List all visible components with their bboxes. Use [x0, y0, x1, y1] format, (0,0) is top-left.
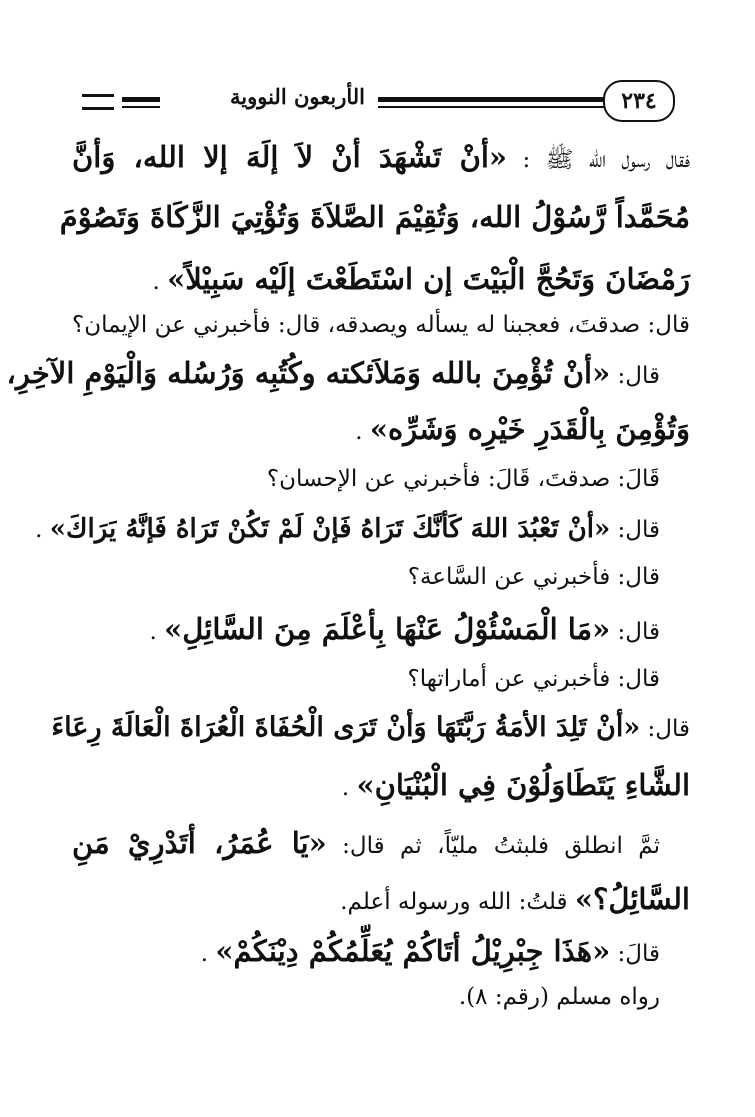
text-line — [72, 612, 690, 666]
narration-text: قال: — [610, 363, 660, 389]
header-rule-right-thin — [378, 106, 623, 108]
book-title: الأربعون النووية — [230, 84, 365, 109]
punctuation: . — [200, 941, 216, 967]
quoted-text: «أنْ تُؤْمِنَ بالله وَمَلاَئكته وكُتُبِه وَرُسُله وَالْيَوْمِ الآخِرِ، — [6, 356, 611, 390]
narration-text: قَالَ: صدقتَ، قَالَ: فأخبرني عن الإحسان؟ — [266, 466, 660, 492]
hadith-text — [6, 140, 690, 1028]
text-line — [6, 356, 690, 412]
text-line — [72, 262, 690, 312]
narration-text: قال: فأخبرني عن السَّاعة؟ — [407, 564, 660, 590]
punctuation: . — [152, 269, 168, 295]
text-line — [72, 312, 690, 356]
text-line — [51, 712, 690, 768]
text-line — [72, 412, 690, 466]
header-rule-left — [122, 97, 160, 102]
narration-text: فقال رسول الله ﷺ : — [507, 147, 690, 173]
punctuation: . — [35, 517, 50, 543]
quoted-text: مُحَمَّداً رَّسُوْلُ الله، وَتُقِيْمَ الصَّلاَةَ وَتُؤْتِيَ الزَّكَاةَ وَتَصُوْمَ — [59, 200, 690, 234]
text-line — [72, 934, 690, 984]
text-line — [72, 984, 690, 1028]
narration-text: قال: — [610, 619, 660, 645]
quoted-text: «هَذَا جِبْرِيْلُ أتَاكُمْ يُعَلِّمُكُمْ دِيْنَكُمْ» — [215, 934, 611, 968]
narration-text: قال: صدقتَ، فعجبنا له يسأله ويصدقه، قال: فأخبرني عن الإيمان؟ — [71, 312, 690, 338]
header-rule-right — [378, 97, 623, 102]
text-line — [72, 826, 690, 882]
page-number-badge: ٢٣٤ — [603, 80, 675, 122]
text-line — [35, 514, 690, 564]
text-line — [72, 466, 690, 514]
text-line — [72, 882, 690, 934]
source-citation: رواه مسلم (رقم: ٨). — [458, 984, 660, 1010]
quoted-text: الشَّاءِ يَتَطَاوَلُوْنَ فِي الْبُنْيَانِ» — [356, 768, 690, 802]
narration-text: ثمَّ انطلق فلبثتُ مليّاً، ثم قال: — [326, 833, 660, 859]
narration-text: قال: — [610, 517, 660, 543]
quoted-text: «أنْ تَلِدَ الأمَةُ رَبَّتَهَا وَأنْ تَرَى الْحُفَاةَ الْعُرَاةَ الْعَالَةَ رِعَاءَ — [51, 712, 641, 743]
punctuation: . — [149, 619, 165, 645]
narration-text: قلتُ: الله ورسوله أعلم. — [340, 889, 575, 915]
punctuation: . — [341, 775, 357, 801]
page-header — [60, 80, 690, 124]
text-line — [72, 564, 690, 612]
narration-text: قال: — [640, 716, 690, 742]
text-line — [72, 768, 690, 826]
quoted-text: وَتُؤْمِنَ بِالْقَدَرِ خَيْرِه وَشَرِّه» — [369, 412, 690, 446]
text-line — [72, 666, 690, 712]
quoted-text: «يَا عُمَرُ، أتَدْرِيْ مَنِ — [72, 826, 327, 860]
quoted-text: رَمْضَانَ وَتَحُجَّ الْبَيْتَ إن اسْتَطَعْتَ إلَيْه سَبِيْلاً» — [167, 262, 690, 296]
header-rule-left-thin — [122, 106, 160, 108]
quoted-text: «أنْ تَشْهَدَ أنْ لاَ إلَهَ إلا الله، وَأنَّ — [72, 140, 508, 174]
quoted-text: «مَا الْمَسْئُوْلُ عَنْهَا بِأعْلَمَ مِنَ السَّائِلِ» — [164, 612, 611, 646]
narration-text: قال: فأخبرني عن أماراتها؟ — [407, 666, 660, 692]
text-line — [72, 140, 690, 200]
narration-text: قالَ: — [610, 941, 660, 967]
quoted-text: السَّائِلُ؟» — [574, 882, 690, 916]
text-line — [59, 200, 690, 262]
ornament-mark — [82, 94, 114, 110]
quoted-text: «أنْ تَعْبُدَ اللهَ كَأنَّكَ تَرَاهُ فَإنْ لَمْ تَكُنْ تَرَاهُ فَإنَّهُ يَرَاكَ» — [49, 514, 611, 544]
punctuation: . — [355, 419, 370, 445]
